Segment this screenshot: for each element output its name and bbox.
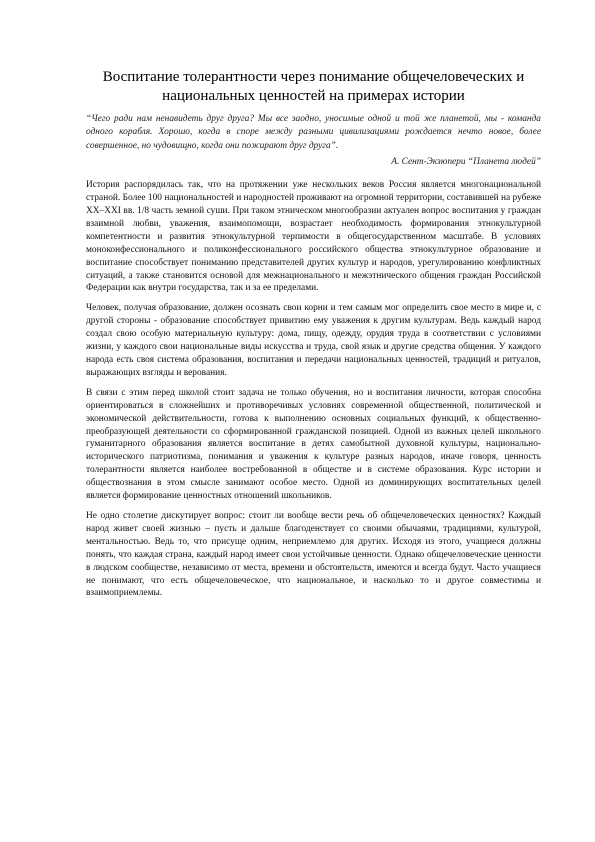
epigraph-quote: “Чего ради нам ненавидеть друг друга? Мы все заодно, уносимые одной и той же планетой, мы - команда одного корабля. Хорошо, когда в споре между разными цивилизациями рождается нечто новое, более совершенное, но чудовищно, когда они пожирают друг друга”. — [86, 114, 541, 151]
body-paragraph-2: Человек, получая образование, должен осознать свои корни и тем самым мог определить свое место в мире и, с другой стороны - образование способствует привитию ему уважения к другим культурам. Ведь каждый народ создал свою особую материальную культуру: дома, пищу, одежду, орудия труда в соответствии с условиями жизни, у каждого свои национальные виды искусства и труда, свой язык и другие средства общения. У каждого народа есть своя система образования, воспитания и передачи национальных ценностей, традиций и ритуалов, выражающих взгляды и верования. — [86, 303, 541, 378]
body-paragraph-4: Не одно столетие дискутирует вопрос: стоит ли вообще вести речь об общечеловеческих ценностях? Каждый народ живет своей жизнью – пусть и дальше благоденствует со своими обычаями, традициями, культурой, ментальностью. Ведь то, что присуще одним, неприемлемо для других. Исходя из этого, учащиеся должны понять, что каждая страна, каждый народ имеет свои устойчивые ценности. Однако общечеловеческие ценности в людском сообществе, независимо от места, времени и обстоятельств, имеются и всегда будут. Часто учащиеся не понимают, что есть общечеловеческое, что национальное, и насколько то и другое совместимы и взаимоприемлемы. — [86, 510, 541, 599]
body-paragraph-3: В связи с этим перед школой стоит задача не только обучения, но и воспитания личности, которая способна ориентироваться в сложнейших и противоречивых условиях современной общественной, политической и экономической действительности, готова к выполнению основных социальных функций, к общественно-преобразующей деятельности со сформированной гражданской позицией. Одной из важных целей школьного гуманитарного образования является воспитание в детях самобытной духовной культуры, национально-исторического патриотизма, понимания и уважения к культуре разных народов, иначе говоря, ценность толерантности является наиболее востребованной в обществе и в системе образования. Курс истории и обществознания в этом смысле занимают особое место. Одной из доминирующих воспитательных целей является формирование ценностных отношений школьников. — [86, 387, 541, 502]
body-paragraph-1: История распорядилась так, что на протяжении уже нескольких веков Россия является многонациональной страной. Более 100 национальностей и народностей проживают на огромной территории, составившей на рубеже XX–XXI вв. 1/8 часть земной суши. При таком этническом многообразии актуален вопрос воспитания у граждан взаимной любви, уважения, взаимопомощи, возрастает необходимость формирования этнокультурной компетентности и развития этнокультурной терпимости в общегосударственном масштабе. В условиях моноконфессионального и поликонфессионального российского общества этнокультурное образование и воспитание способствует пониманию представителей других культур и народов, урегулированию конфликтных ситуаций, а также становится основой для межнационального и межэтнического общения граждан Российской Федерации как внутри государства, так и за ее пределами. — [86, 180, 541, 294]
document-title: Воспитание толерантности через понимание общечеловеческих и национальных ценностей на примерах истории — [102, 69, 525, 104]
epigraph-attribution: А. Сент-Экзюпери “Планета людей” — [391, 157, 541, 168]
